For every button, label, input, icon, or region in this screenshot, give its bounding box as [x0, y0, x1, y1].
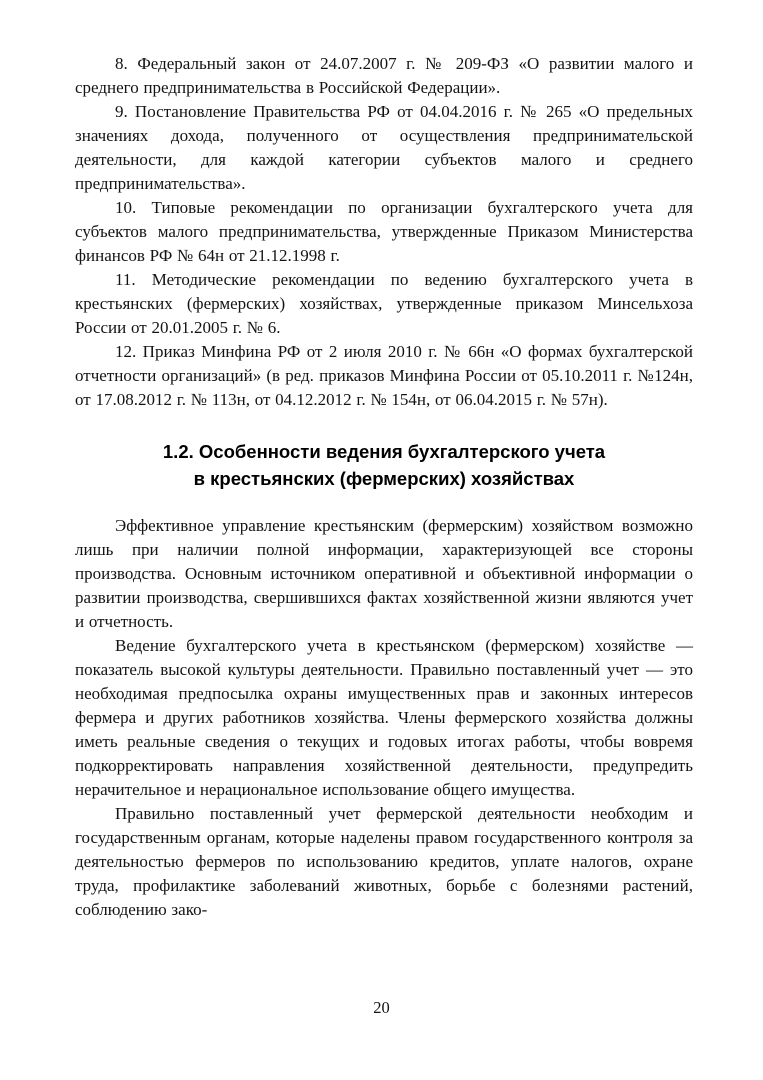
section-heading-line-2: в крестьянских (фермерских) хозяйствах: [193, 468, 575, 489]
list-item: 11. Методические рекомендации по ведению бухгалтерского учета в крестьянских (фермерских) хозяйствах, утвержденные приказом Минсельхоза России от 20.01.2005 г. № 6.: [75, 270, 693, 337]
section-heading: [85, 438, 683, 492]
body-paragraph: Правильно поставленный учет фермерской деятельности необходим и государственным органам, которые наделены правом государственного контроля за деятельностью фермеров по использованию кредитов, уплате налогов, охране труда, профилактике заболеваний животных, борьбе с болезнями растений, соблюдению зако-: [75, 804, 693, 919]
body-paragraph: Эффективное управление крестьянским (фермерским) хозяйством возможно лишь при наличии полной информации, характеризующей все стороны производства. Основным источником оперативной и объективной информации о развитии производства, свершившихся фактах хозяйственной жизни являются учет и отчетность.: [75, 516, 693, 631]
list-item: 9. Постановление Правительства РФ от 04.04.2016 г. № 265 «О предельных значениях дохода, полученного от осуществления предпринимательской деятельности, для каждой категории субъектов малого и среднего предпринимательства».: [75, 102, 693, 193]
section-heading-line-1: 1.2. Особенности ведения бухгалтерского учета: [162, 441, 606, 462]
page-number: 20: [373, 998, 390, 1017]
list-item: 12. Приказ Минфина РФ от 2 июля 2010 г. № 66н «О формах бухгалтерской отчетности организаций» (в ред. приказов Минфина России от 05.10.2011 г. №124н, от 17.08.2012 г. № 113н, от 04.12.2012 г. № 154н, от 06.04.2015 г. № 57н).: [75, 342, 693, 409]
list-item: 8. Федеральный закон от 24.07.2007 г. № 209-ФЗ «О развитии малого и среднего предпринимательства в Российской Федерации».: [75, 54, 693, 97]
body-paragraph: Ведение бухгалтерского учета в крестьянском (фермерском) хозяйстве — показатель высокой культуры деятельности. Правильно поставленный учет — это необходимая предпосылка охраны имущественных прав и законных интересов фермера и других работников хозяйства. Члены фермерского хозяйства должны иметь реальные сведения о текущих и годовых итогах работы, чтобы вовремя подкорректировать направления хозяйственной деятельности, предупредить нерачительное и нерациональное использование общего имущества.: [75, 636, 693, 799]
list-item: 10. Типовые рекомендации по организации бухгалтерского учета для субъектов малого предпринимательства, утвержденные Приказом Министерства финансов РФ № 64н от 21.12.1998 г.: [75, 198, 693, 265]
text-block: [75, 52, 693, 922]
